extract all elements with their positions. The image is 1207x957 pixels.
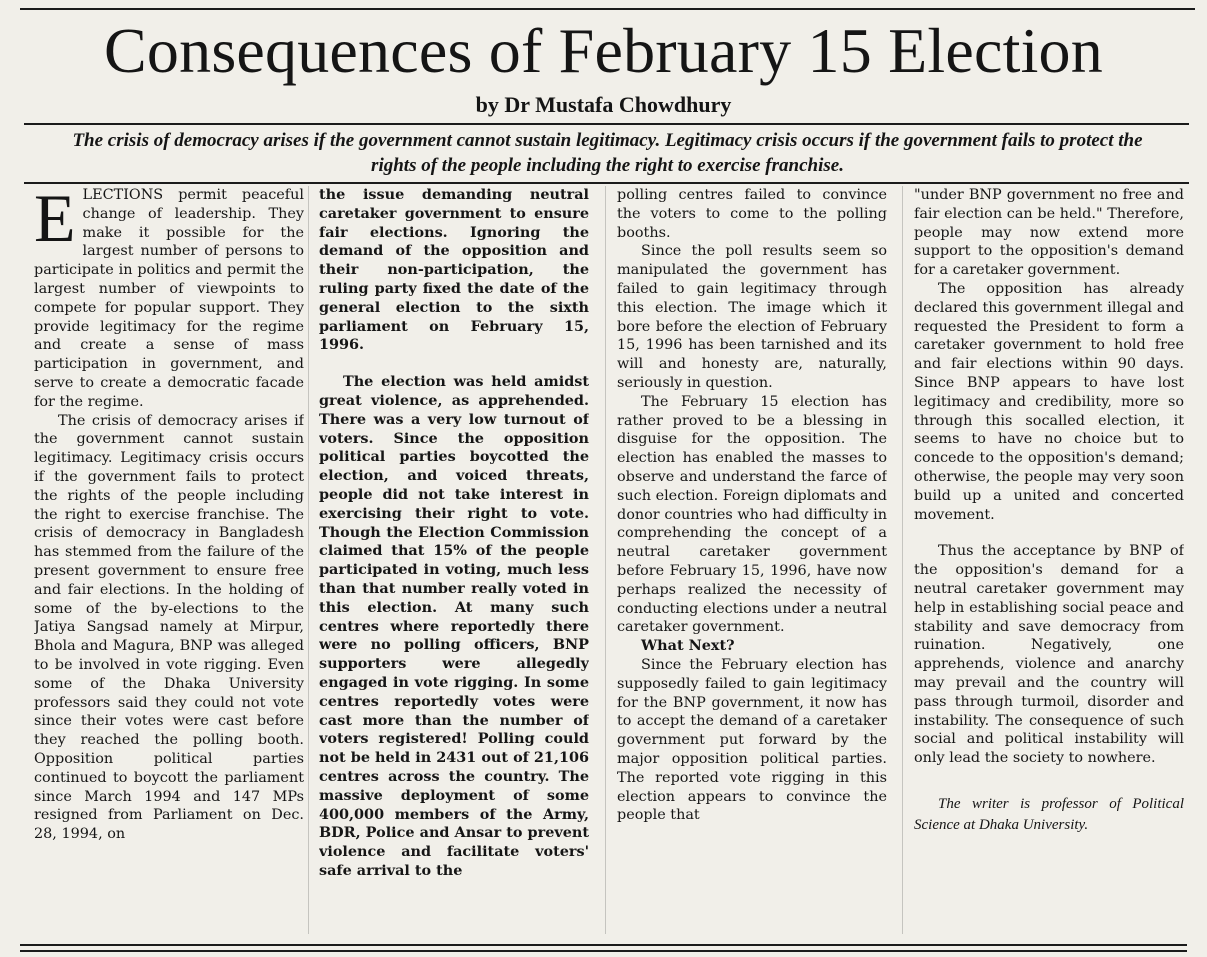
deck-bottom-rule (24, 182, 1189, 184)
headline: Consequences of February 15 Election (104, 15, 1103, 86)
article-paragraph: Since the poll results seem so manipulated the government has failed to gain legitimacy through this election. The image which it bore before the election of February 15, 1996 has been tarnished and its will and honesty are, naturally, seriously in question. (617, 243, 887, 391)
article-paragraph: The opposition has already declared this government illegal and requested the President to form a caretaker government to hold free and fair elections within 90 days. Since BNP appears to have lost legitimacy and credibility, more so through this socalled election, it seems to have no choice but to concede to the opposition's demand; otherwise, the people may very soon build up a united and concerted movement. (914, 280, 1184, 523)
byline: by Dr Mustafa Chowdhury (475, 92, 732, 117)
column-divider (308, 186, 309, 934)
article-column-1 (34, 186, 304, 934)
article-paragraph: the issue demanding neutral caretaker government to ensure fair elections. Ignoring the demand of the opposition and their non-participation, the ruling party fixed the date of the general election to the sixth parliament on February 15, 1996. (319, 186, 589, 354)
article-paragraph: Since the February election has supposedly failed to gain legitimacy for the BNP government, it now has to accept the demand of a caretaker government put forward by the major opposition political parties. The reported vote rigging in this election appears to convince the people that (617, 656, 887, 824)
article-paragraph: LECTIONS permit peaceful change of leadership. They make it possible for the largest number of persons to participate in politics and permit the largest number of viewpoints to compete for popular support. They provide legitimacy for the regime and create a sense of mass participation in government, and serve to create a democratic facade for the regime. (34, 187, 304, 410)
article-column-4 (914, 186, 1184, 934)
deck-summary: The crisis of democracy arises if the government cannot sustain legitimacy. Legitimacy crisis occurs if the government fails to protect the rights of the people including the right to exercise franchise. (72, 130, 1143, 176)
article-paragraph: "under BNP government no free and fair election can be held." Therefore, people may now extend more support to the opposition's demand for a caretaker government. (914, 187, 1184, 279)
article-paragraph: The crisis of democracy arises if the government cannot sustain legitimacy. Legitimacy crisis occurs if the government fails to protect the rights of the people including the right to exercise franchise. The crisis of democracy in Bangladesh has stemmed from the failure of the present government to ensure free and fair elections. In the holding of some of the by-elections to the Jatiya Sangsad namely at Mirpur, Bhola and Magura, BNP was alleged to be involved in vote rigging. Even some of the Dhaka University professors said they could not vote since their votes were cast before they reached the polling booth. Opposition political parties continued to boycott the parliament since March 1994 and 147 MPs resigned from Parliament on Dec. 28, 1994, on (34, 412, 304, 843)
drop-cap: E (34, 186, 76, 256)
article-paragraph: The election was held amidst great violence, as apprehended. There was a very low turnout of voters. Since the opposition political parties boycotted the election, and voiced threats, people did not take interest in exercising their right to vote. Though the Election Commission claimed that 15% of the people participated in voting, much less than that number really voted in this election. At many such centres where reportedly there were no polling officers, BNP supporters were allegedly engaged in vote rigging. In some centres reportedly votes were cast more than the number of voters registered! Polling could not be held in 2431 out of 21,106 centres across the country. The massive deployment of some 400,000 members of the Army, BDR, Police and Ansar to prevent violence and facilitate voters' safe arrival to the (319, 373, 589, 879)
article-column-3 (617, 186, 887, 934)
article-paragraph: Thus the acceptance by BNP of the opposition's demand for a neutral caretaker government may help in establishing social peace and stability and save democracy from ruination. Negatively, one apprehends, violence and anarchy may prevail and the country will pass through turmoil, disorder and instability. The consequence of such social and political instability will only lead the society to nowhere. (914, 543, 1184, 767)
column-divider (605, 186, 606, 934)
section-subhead: What Next? (641, 637, 735, 655)
top-rule (20, 8, 1195, 10)
deck-top-rule (24, 123, 1189, 125)
bottom-rule (20, 950, 1187, 952)
column-divider (902, 186, 903, 934)
author-credit: The writer is professor of Political Science at Dhaka University. (914, 795, 1184, 833)
article-paragraph: The February 15 election has rather proved to be a blessing in disguise for the opposition. The election has enabled the masses to observe and understand the farce of such election. Foreign diplomats and donor countries who had difficulty in comprehending the concept of a neutral caretaker government before February 15, 1996, have now perhaps realized the necessity of conducting elections under a neutral caretaker government. (617, 393, 887, 636)
article-paragraph: polling centres failed to convince the voters to come to the polling booths. (617, 187, 887, 241)
bottom-rule (20, 944, 1187, 946)
article-column-2 (319, 186, 589, 934)
